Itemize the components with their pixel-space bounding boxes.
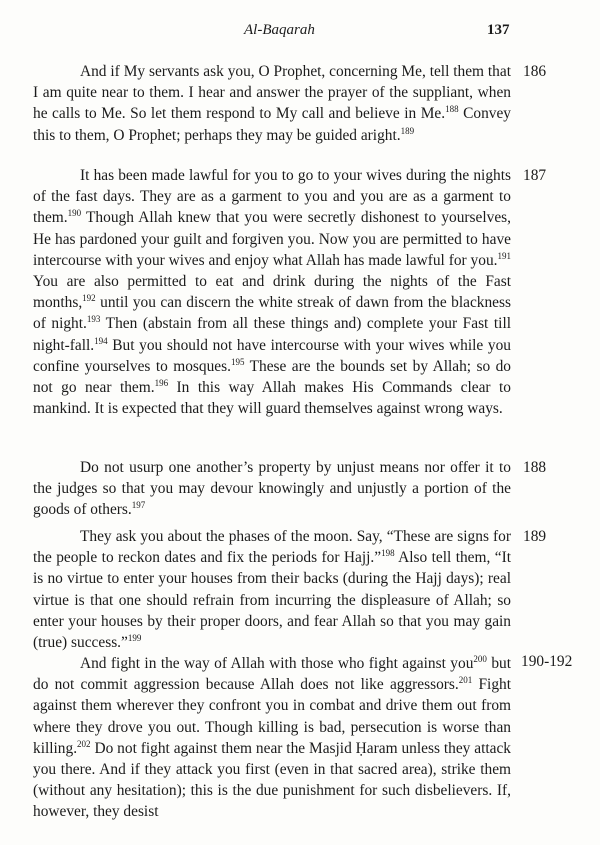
running-title: Al-Baqarah	[244, 22, 315, 38]
footnote-ref: 198	[381, 548, 395, 559]
text-segment: In this way Allah makes His Commands clear to mankind. It is expected that they will guard themselves against wrong ways.	[33, 379, 511, 418]
text-segment: Do not usurp one another’s property by unjust means nor offer it to the judges so that you may devour knowingly and unjustly a portion of the goods of others.	[33, 459, 511, 519]
text-segment: but do not commit aggression because Allah does not like aggressors.	[33, 655, 512, 694]
text-segment: Though Allah knew that you were secretly dishonest to yourselves, He has pardoned your guilt and forgiven you. Now you are permitted to have intercourse with your wives and enjoy what Allah has made lawful for you.	[33, 209, 511, 269]
paragraph-verse-188	[33, 457, 511, 521]
footnote-ref: 195	[230, 356, 245, 367]
text-segment: Then (abstain from all these things and) complete your Fast till night-fall.	[33, 315, 512, 354]
text-segment: It has been made lawful for you to go to your wives during the nights of the fast days. They are as a garment to you and you are as a garment to them.	[33, 167, 511, 227]
text-segment: And if My servants ask you, O Prophet, concerning Me, tell them that I am quite near to them. I hear and answer the prayer of the suppliant, when he calls to Me. So let them respond to My call and believe in Me.	[33, 63, 511, 123]
verse-number: 187	[523, 167, 547, 184]
verse-number: 188	[523, 459, 547, 476]
text-segment: These are the bounds set by Allah; so do not go near them.	[33, 357, 512, 397]
text-segment: And fight in the way of Allah with those who fight against you	[80, 655, 474, 672]
text-segment: But you should not have intercourse with your wives while you confine yourselves to mosques.	[33, 336, 511, 375]
footnote-ref: 201	[458, 675, 473, 686]
text-segment: They ask you about the phases of the moon. Say, “These are signs for the people to reckon dates and fix the periods for Hajj.”	[33, 528, 511, 567]
verse-number: 190-192	[521, 653, 573, 670]
text-segment: Convey this to them, O Prophet; perhaps they may be guided aright.	[33, 105, 511, 144]
verse-number: 186	[523, 63, 547, 80]
footnote-ref: 189	[400, 125, 415, 136]
footnote-ref: 197	[131, 500, 146, 511]
footnote-ref: 196	[154, 378, 169, 389]
footnote-ref: 193	[86, 314, 101, 325]
verse-number: 189	[523, 528, 547, 545]
text-segment: Also tell them, “It is no virtue to enter your houses from their backs (during the Hajj days); real virtue is that one should refrain from incurring the displeasure of Allah; so enter your houses by their proper doors, and fear Allah so that you may gain (true) success.”	[33, 549, 511, 652]
paragraph-verse-190-192	[33, 653, 511, 823]
footnote-ref: 194	[94, 335, 108, 346]
footnote-ref: 191	[497, 250, 511, 261]
text-segment: Fight against them wherever they confront you in combat and drive them out from where they drove you out. Though killing is bad, persecution is worse than killing.	[33, 676, 511, 757]
text-segment: until you can discern the white streak of dawn from the blackness of night.	[33, 294, 511, 333]
text-segment: Do not fight against them near the Masjid Ḥaram unless they attack you there. And if they attack you first (even in that sacred area), strike them (without any hesitation); this is the due punishment for such disbelievers. If, however, they desist	[33, 739, 511, 821]
page-number: 137	[487, 22, 510, 38]
footnote-ref: 200	[473, 654, 487, 664]
paragraph-verse-189	[33, 526, 511, 653]
footnote-ref: 202	[77, 738, 91, 749]
footnote-ref: 192	[82, 293, 96, 304]
page-header	[0, 22, 600, 46]
paragraph-verse-186	[33, 61, 511, 146]
text-segment: You are also permitted to eat and drink during the nights of the Fast months,	[33, 273, 511, 312]
footnote-ref: 190	[67, 208, 82, 219]
paragraph-verse-187	[33, 165, 511, 419]
footnote-ref: 188	[445, 104, 459, 115]
footnote-ref: 199	[127, 633, 142, 644]
